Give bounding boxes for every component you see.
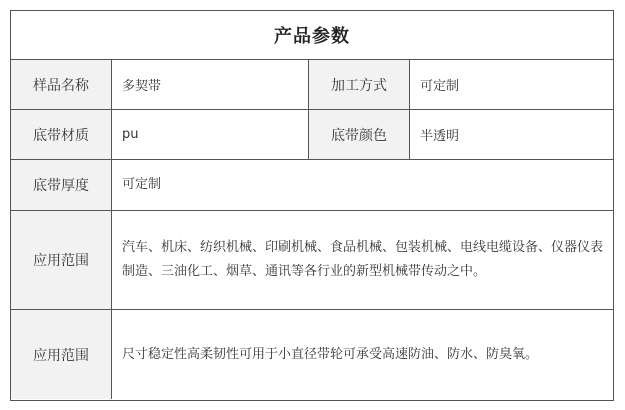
value-sample-name: 多契带: [112, 60, 309, 109]
row-thickness: [11, 160, 613, 211]
row-sample-name: [11, 60, 613, 110]
label-color: 底带颜色: [309, 110, 410, 159]
label-material: 底带材质: [11, 110, 112, 159]
table-title: 产品参数: [274, 26, 350, 47]
label-application: 应用范围: [11, 211, 112, 309]
value-processing: 可定制: [420, 79, 460, 94]
value-application: 汽车、机床、纺织机械、印刷机械、食品机械、包装机械、电线电缆设备、仪器仪表制造、三油化工、烟草、通讯等各行业的新型机械带传动之中。: [122, 240, 604, 279]
label-application-2: 应用范围: [11, 310, 112, 399]
value-application-2: 尺寸稳定性高柔韧性可用于小直径带轮可承受高速防油、防水、防臭氧。: [122, 346, 539, 362]
value-thickness: 可定制: [122, 177, 162, 192]
table-title-row: [11, 11, 613, 60]
label-thickness: 底带厚度: [11, 160, 112, 210]
row-material: [11, 110, 613, 160]
label-processing: 加工方式: [309, 60, 410, 109]
value-color: 半透明: [420, 129, 460, 144]
value-material: pu: [112, 110, 309, 159]
row-application: [11, 211, 613, 310]
row-application-2: [11, 310, 613, 399]
product-params-table: [10, 10, 614, 401]
label-sample-name: 样品名称: [11, 60, 112, 109]
